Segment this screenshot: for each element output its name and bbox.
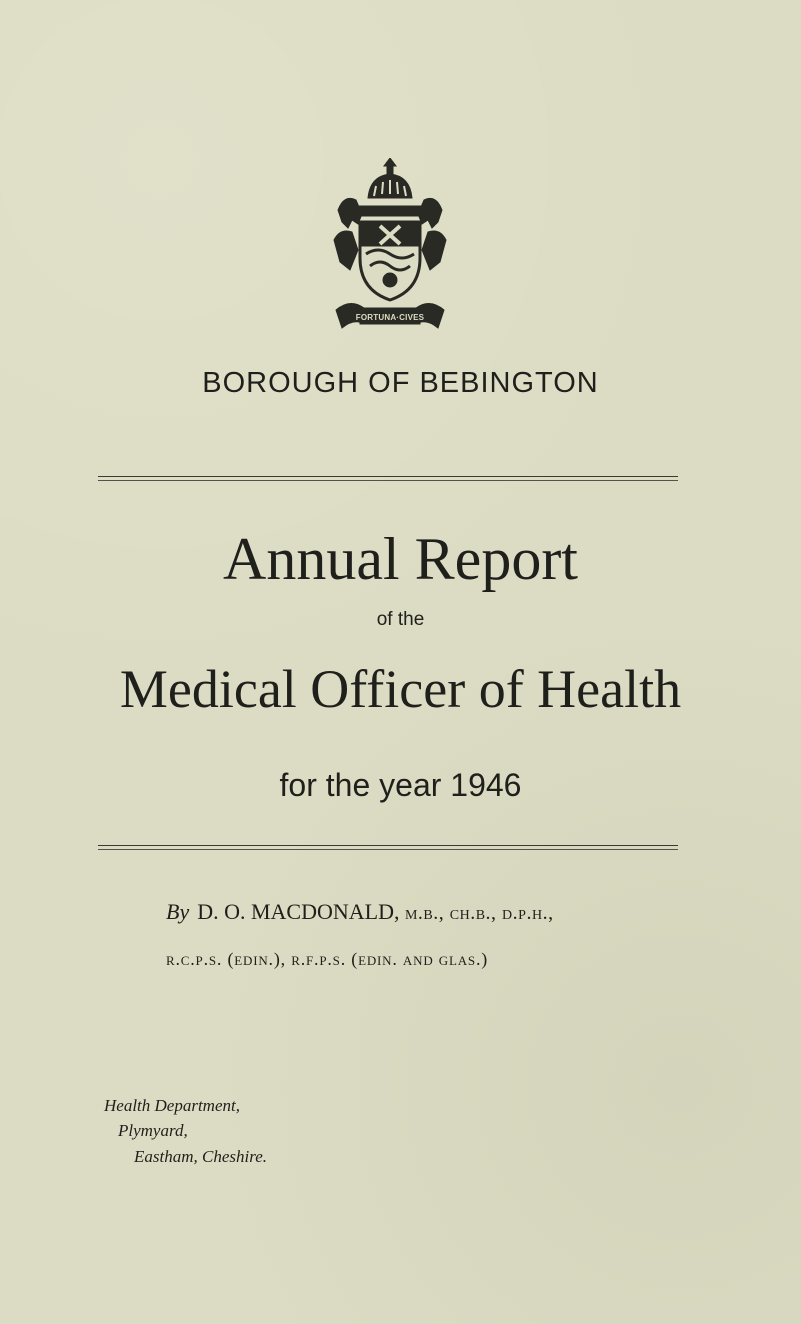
author-qualifications: m.b., ch.b., d.p.h., [404,902,554,924]
report-year-line: for the year 1946 [279,767,522,803]
report-title: Annual Report [223,526,578,592]
double-rule-top [98,476,678,481]
address-line-1: Health Department, [104,1096,240,1115]
report-subtitle: Medical Officer of Health [119,659,682,719]
address-line-3: Eastham, Cheshire. [134,1147,268,1166]
double-rule-bottom [98,845,678,850]
coat-of-arms-icon [330,158,450,336]
of-the-text: of the [376,609,425,630]
crest-motto: FORTUNA·CIVES [355,313,425,322]
borough-heading: BOROUGH OF BEBINGTON [202,367,599,399]
author-line [166,898,554,927]
borough-crest [330,158,450,336]
author-by: By [166,899,190,924]
author-qualifications-line2: r.c.p.s. (edin.), r.f.p.s. (edin. and glas.) [166,949,489,969]
author-name: D. O. MACDONALD, [197,899,400,924]
address-line-2: Plymyard, [118,1121,188,1140]
